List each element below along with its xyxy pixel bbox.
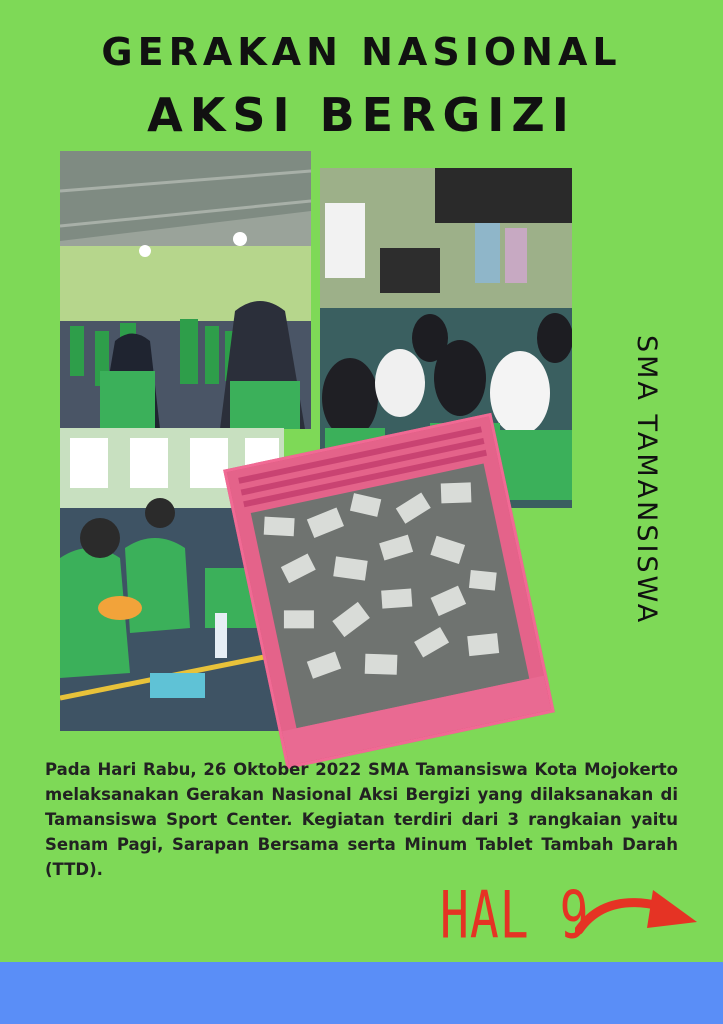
title-line-1: GERAKAN NASIONAL <box>101 30 622 74</box>
arrow-right-icon[interactable] <box>575 888 700 943</box>
footer-bar <box>0 962 723 1024</box>
title-line-2: AKSI BERGIZI <box>147 88 576 142</box>
page-number-label: HAL 9 <box>440 878 590 954</box>
school-name-vertical: SMA TAMANSISWA <box>631 334 662 626</box>
senam-pagi-photo <box>60 151 311 429</box>
event-description: Pada Hari Rabu, 26 Oktober 2022 SMA Tamansiswa Kota Mojokerto melaksanakan Gerakan Nasional Aksi Bergizi yang dilaksanakan di Tamansiswa Sport Center. Kegiatan terdiri dari 3 rangkaian yaitu Senam Pagi, Sarapan Bersama serta Minum Tablet Tambah Darah (TTD). <box>45 760 678 879</box>
